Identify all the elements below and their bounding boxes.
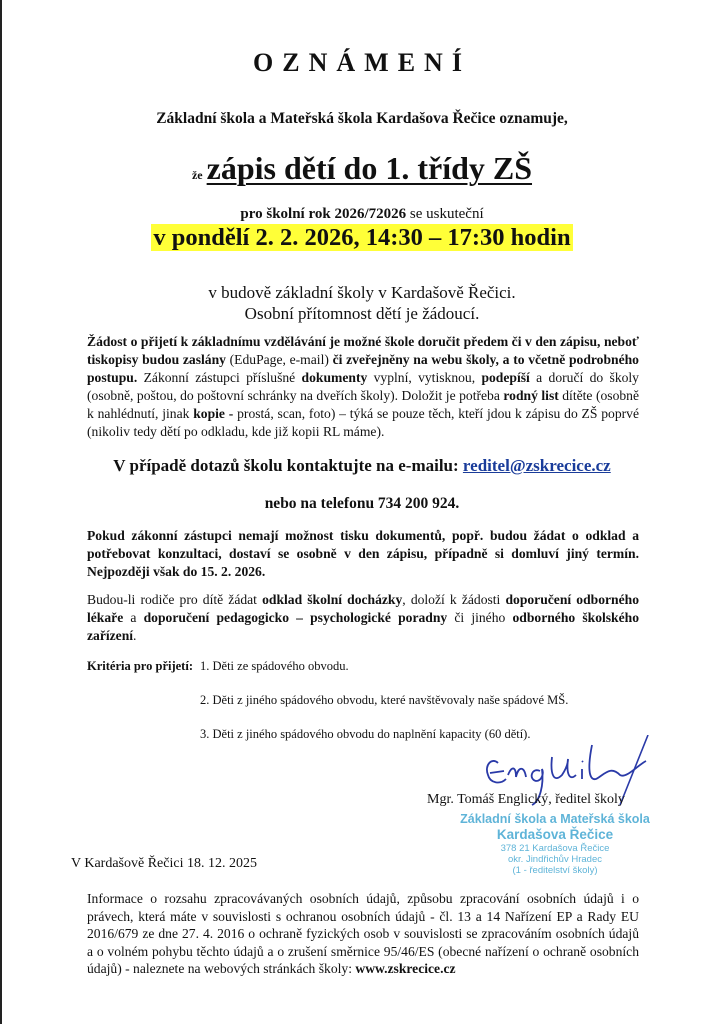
emphasized-text: odborného školského zařízení (87, 610, 640, 643)
gdpr-paragraph (87, 890, 639, 978)
school-announcement-line: Základní škola a Mateřská škola Kardašova Řečice oznamuje, (156, 110, 568, 127)
paragraph-text: vyplní, vytisknou, (367, 370, 482, 385)
criteria-item: 1. Děti ze spádového obvodu. (200, 659, 349, 673)
paragraph-text: a (123, 610, 144, 625)
application-paragraph (87, 333, 639, 441)
paragraph-text: . (133, 628, 137, 643)
location-line: v budově základní školy v Kardašově Řečici. (208, 283, 516, 302)
presence-line: Osobní přítomnost dětí je žádoucí. (244, 304, 480, 323)
document-title: OZNÁMENÍ (253, 48, 471, 77)
consultation-paragraph: Pokud zákonní zástupci nemají možnost tisku dokumentů, popř. budou žádat o odklad a potřebovat konzultaci, dostaví se osobně v den zápisu, případně si domluví jiný termín. Nejpozději však do 15. 2. 2026. (87, 528, 639, 579)
criteria-item: 2. Děti z jiného spádového obvodu, které navštěvovaly naše spádové MŠ. (200, 693, 569, 707)
paragraph-text: a doručí do školy (osobně, poštou, do poštovní schránky na dveřích školy). Doložit je potřeba (87, 370, 639, 403)
school-year-line (0, 206, 724, 223)
gdpr-text: Informace o rozsahu zpracovávaných osobních údajů, způsobu zpracování osobních údajů i o právech, která máte v souvislosti s ochranou osobních údajů - čl. 13 a 14 Nařízení EP a Rady EU 2016/679 ze dne 27. 4. 2016 o ochraně fyzických osob v souvislosti se zpracováním osobních údajů a o volném pohybu těchto údajů a o zrušení směrnice 95/46/ES (obecné nařízení o ochraně osobních údajů) - naleznete na webových stránkách školy: (87, 891, 639, 976)
paragraph-text: dítěte (osobně k nahlédnutí, jinak (87, 388, 639, 421)
school-year-suffix: se uskuteční (406, 206, 484, 222)
school-year: pro školní rok 2026/72026 (240, 206, 407, 222)
contact-line (0, 456, 724, 476)
enrollment-date (0, 224, 724, 252)
stamp-line: okr. Jindřichův Hradec (508, 854, 602, 865)
deferral-paragraph (87, 591, 639, 645)
emphasized-text: rodný list (503, 388, 559, 403)
emphasized-text: Žádost o přijetí k základnímu vzdělávání je možné škole doručit předem či v den zápisu, neboť tiskopisy budou zaslány (87, 334, 639, 367)
paragraph-text: prostá, scan, foto) – týká se pouze těch, kteří jdou k zápisu do ZŠ poprvé (nikoliv tedy dětí po odkladu, kde již kopii RL máme). (87, 406, 639, 439)
paragraph-text: (EduPage, e-mail) (225, 352, 333, 367)
emphasized-text: podepíší (481, 370, 530, 385)
stamp-line: 378 21 Kardašova Řečice (500, 843, 610, 854)
highlighted-date: v pondělí 2. 2. 2026, 14:30 – 17:30 hodin (153, 224, 571, 251)
signatory-name: Mgr. Tomáš Englický, ředitel školy (427, 792, 625, 807)
paragraph-text: Zákonní zástupci příslušné (137, 370, 302, 385)
headline-prefix: že (191, 168, 203, 182)
headline-text: zápis dětí do 1. třídy ZŠ (206, 150, 533, 186)
email-link[interactable]: reditel@zskrecice.cz (462, 456, 611, 475)
emphasized-text: či zveřejněny na webu školy, a to včetně podrobného postupu. (87, 352, 639, 385)
phone-line: nebo na telefonu 734 200 924. (264, 495, 460, 512)
paragraph-text: , doloží k žádosti (402, 592, 506, 607)
criteria-label: Kritéria pro přijetí: (87, 659, 193, 673)
criteria-item: 3. Děti z jiného spádového obvodu do naplnění kapacity (60 dětí). (200, 727, 531, 741)
place-and-date: V Kardašově Řečici 18. 12. 2025 (71, 856, 257, 871)
emphasized-text: doporučení pedagogicko – psychologické poradny (143, 610, 448, 625)
school-stamp (440, 812, 670, 876)
emphasized-text: dokumenty (301, 370, 368, 385)
stamp-line: (1 - ředitelství školy) (512, 865, 598, 876)
stamp-line: Základní škola a Mateřská škola (460, 812, 650, 826)
paragraph-text: či jiného (447, 610, 513, 625)
contact-text: V případě dotazů školu kontaktujte na e-mailu: (113, 456, 463, 475)
emphasized-text: doporučení odborného lékaře (87, 592, 640, 625)
headline (0, 150, 724, 187)
stamp-line: Kardašova Řečice (496, 827, 614, 842)
location-block (0, 282, 724, 324)
emphasized-text: odklad školní docházky (262, 592, 403, 607)
paragraph-text: Budou-li rodiče pro dítě žádat (87, 592, 263, 607)
website-link[interactable]: www.zskrecice.cz (355, 961, 456, 976)
emphasized-text: kopie - (193, 406, 234, 421)
